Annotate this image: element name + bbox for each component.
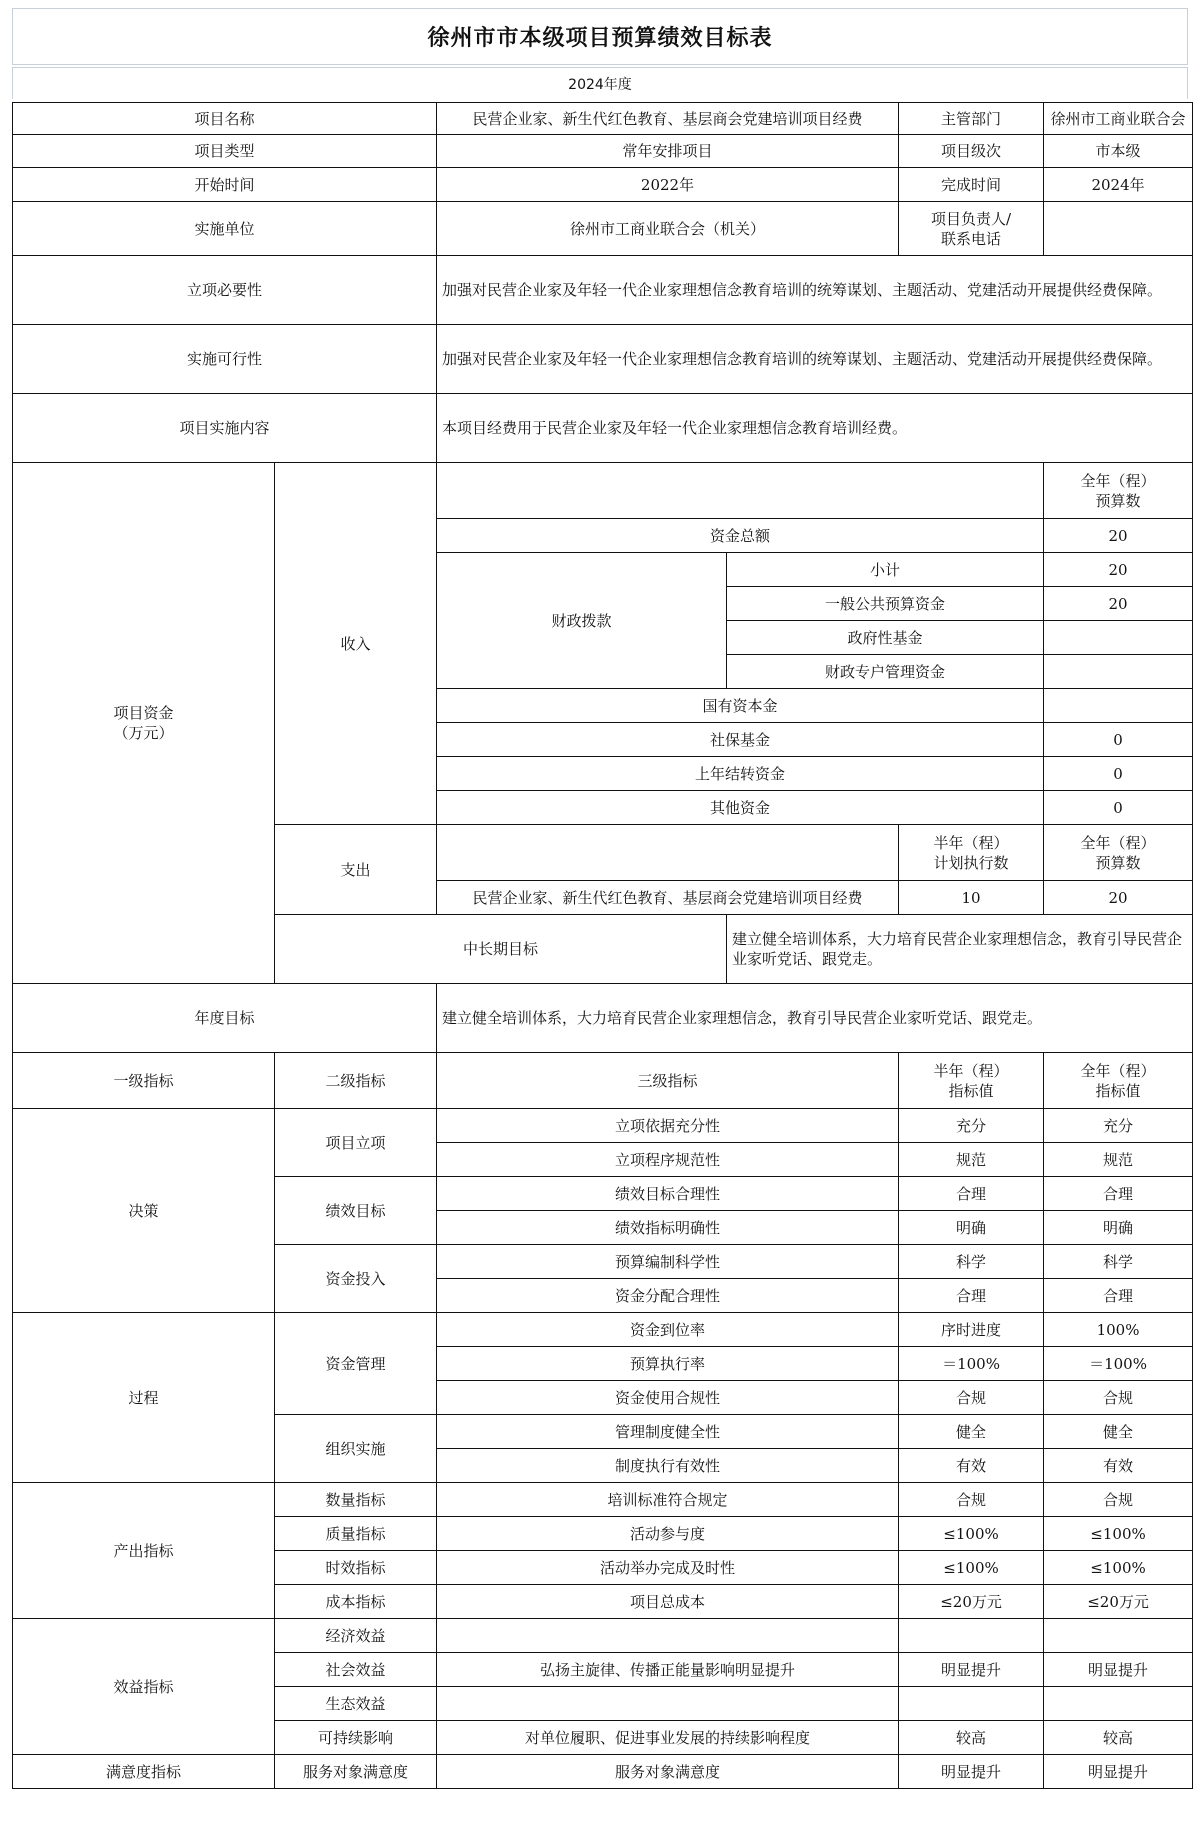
indicator-full: 合理: [1044, 1177, 1193, 1211]
unit-value: 徐州市工商业联合会（机关）: [437, 202, 899, 256]
indicator-half: 合规: [899, 1381, 1044, 1415]
project-type-value: 常年安排项目: [437, 135, 899, 168]
carryover-label: 上年结转资金: [437, 757, 1044, 791]
indicator-full: 健全: [1044, 1415, 1193, 1449]
indicator-half: 序时进度: [899, 1313, 1044, 1347]
indicator-half: [899, 1619, 1044, 1653]
annual-budget-line1: 全年（程）: [1080, 471, 1156, 490]
subgroup-org-impl: 组织实施: [275, 1415, 437, 1483]
indicator-name: [437, 1687, 899, 1721]
feasibility-value: 加强对民营企业家及年轻一代企业家理想信念教育培训的统筹谋划、主题活动、党建活动开展提供经费保障。: [437, 325, 1193, 394]
half-plan-header: [899, 825, 1044, 881]
gov-fund-value: [1044, 621, 1193, 655]
subgroup-approval: 项目立项: [275, 1109, 437, 1177]
indicator-row: [13, 1483, 1193, 1517]
unit-label: 实施单位: [13, 202, 437, 256]
indicator-full: ≤100%: [1044, 1551, 1193, 1585]
expense-half-value: 10: [899, 881, 1044, 915]
special-value: [1044, 655, 1193, 689]
time-row: [13, 168, 1193, 202]
project-name-label: 项目名称: [13, 103, 437, 135]
group-decision: 决策: [13, 1109, 275, 1313]
total-value: 20: [1044, 519, 1193, 553]
social-label: 社保基金: [437, 723, 1044, 757]
indicator-full: [1044, 1619, 1193, 1653]
indicator-half: ≤100%: [899, 1517, 1044, 1551]
expense-item-label: 民营企业家、新生代红色教育、基层商会党建培训项目经费: [437, 881, 899, 915]
indicator-half: 较高: [899, 1721, 1044, 1755]
indicator-half: 合理: [899, 1177, 1044, 1211]
page-title: 徐州市市本级项目预算绩效目标表: [12, 8, 1188, 65]
group-benefit: 效益指标: [13, 1619, 275, 1755]
other-label: 其他资金: [437, 791, 1044, 825]
indicator-full: 科学: [1044, 1245, 1193, 1279]
project-level-label: 项目级次: [899, 135, 1044, 168]
social-value: 0: [1044, 723, 1193, 757]
feasibility-row: [13, 325, 1193, 394]
expense-annual-header: [1044, 825, 1193, 881]
general-label: 一般公共预算资金: [727, 587, 1044, 621]
owner-label: [899, 202, 1044, 256]
subgroup-perf-goal: 绩效目标: [275, 1177, 437, 1245]
subgroup-sustainable: 可持续影响: [275, 1721, 437, 1755]
total-label: 资金总额: [437, 519, 1044, 553]
content-row: [13, 394, 1193, 463]
indicator-name: 绩效指标明确性: [437, 1211, 899, 1245]
subtotal-label: 小计: [727, 553, 1044, 587]
level2-header: 二级指标: [275, 1053, 437, 1109]
unit-row: [13, 202, 1193, 256]
indicator-name: 绩效目标合理性: [437, 1177, 899, 1211]
indicator-name: 预算执行率: [437, 1347, 899, 1381]
indicator-name: [437, 1619, 899, 1653]
indicator-row: [13, 1313, 1193, 1347]
indicator-name: 培训标准符合规定: [437, 1483, 899, 1517]
indicator-full: 较高: [1044, 1721, 1193, 1755]
indicator-half: 科学: [899, 1245, 1044, 1279]
subtotal-value: 20: [1044, 553, 1193, 587]
department-value: 徐州市工商业联合会: [1044, 103, 1193, 135]
indicator-name: 资金分配合理性: [437, 1279, 899, 1313]
end-time-value: 2024年: [1044, 168, 1193, 202]
indicator-full: ≤20万元: [1044, 1585, 1193, 1619]
owner-label-line1: 项目负责人/: [931, 209, 1012, 228]
indicator-half: [899, 1687, 1044, 1721]
indicator-half: 明确: [899, 1211, 1044, 1245]
content-label: 项目实施内容: [13, 394, 437, 463]
annual-goal-value: 建立健全培训体系，大力培育民营企业家理想信念，教育引导民营企业家听党话、跟党走。: [437, 984, 1193, 1053]
subgroup-economic: 经济效益: [275, 1619, 437, 1653]
annual-budget-line2: 预算数: [1095, 491, 1141, 510]
subgroup-quality: 质量指标: [275, 1517, 437, 1551]
expense-label: 支出: [275, 825, 437, 915]
full-value-line2: 指标值: [1095, 1081, 1141, 1100]
subgroup-service: 服务对象满意度: [275, 1755, 437, 1789]
group-satisfaction: 满意度指标: [13, 1755, 275, 1789]
subgroup-fund-mgmt: 资金管理: [275, 1313, 437, 1415]
indicator-half: ≤20万元: [899, 1585, 1044, 1619]
half-plan-line1: 半年（程）: [933, 833, 1009, 852]
indicator-half: 合理: [899, 1279, 1044, 1313]
indicator-full: 有效: [1044, 1449, 1193, 1483]
indicator-half: 有效: [899, 1449, 1044, 1483]
performance-target-table: [12, 102, 1193, 1789]
other-value: 0: [1044, 791, 1193, 825]
indicator-half: 规范: [899, 1143, 1044, 1177]
indicator-name: 项目总成本: [437, 1585, 899, 1619]
necessity-row: [13, 256, 1193, 325]
subgroup-quantity: 数量指标: [275, 1483, 437, 1517]
half-value-header: [899, 1053, 1044, 1109]
content-value: 本项目经费用于民营企业家及年轻一代企业家理想信念教育培训经费。: [437, 394, 1193, 463]
indicator-name: 活动举办完成及时性: [437, 1551, 899, 1585]
level1-header: 一级指标: [13, 1053, 275, 1109]
indicator-name: 对单位履职、促进事业发展的持续影响程度: [437, 1721, 899, 1755]
carryover-value: 0: [1044, 757, 1193, 791]
group-process: 过程: [13, 1313, 275, 1483]
project-name-row: [13, 103, 1193, 135]
indicator-full: 合规: [1044, 1381, 1193, 1415]
subgroup-social: 社会效益: [275, 1653, 437, 1687]
indicator-full: 明显提升: [1044, 1653, 1193, 1687]
indicator-half: 明显提升: [899, 1653, 1044, 1687]
expense-annual-line1: 全年（程）: [1080, 833, 1156, 852]
indicator-half: ≤100%: [899, 1551, 1044, 1585]
necessity-value: 加强对民营企业家及年轻一代企业家理想信念教育培训的统筹谋划、主题活动、党建活动开展提供经费保障。: [437, 256, 1193, 325]
start-time-value: 2022年: [437, 168, 899, 202]
indicator-name: 弘扬主旋律、传播正能量影响明显提升: [437, 1653, 899, 1687]
funds-label: [13, 463, 275, 984]
project-type-label: 项目类型: [13, 135, 437, 168]
indicator-name: 立项依据充分性: [437, 1109, 899, 1143]
indicator-name: 管理制度健全性: [437, 1415, 899, 1449]
indicator-half: 健全: [899, 1415, 1044, 1449]
indicator-name: 预算编制科学性: [437, 1245, 899, 1279]
funds-label-line2: （万元）: [113, 724, 174, 742]
project-type-row: [13, 135, 1193, 168]
general-value: 20: [1044, 587, 1193, 621]
annual-goal-label: 年度目标: [13, 984, 437, 1053]
indicator-full: 明显提升: [1044, 1755, 1193, 1789]
project-level-value: 市本级: [1044, 135, 1193, 168]
long-term-goal-value: 建立健全培训体系，大力培育民营企业家理想信念，教育引导民营企业家听党话、跟党走。: [727, 915, 1193, 984]
indicator-name: 立项程序规范性: [437, 1143, 899, 1177]
indicator-full: 合理: [1044, 1279, 1193, 1313]
expense-full-value: 20: [1044, 881, 1193, 915]
indicator-full: 合规: [1044, 1483, 1193, 1517]
indicator-full: ＝100%: [1044, 1347, 1193, 1381]
funds-header-row: [13, 463, 1193, 519]
feasibility-label: 实施可行性: [13, 325, 437, 394]
start-time-label: 开始时间: [13, 168, 437, 202]
special-label: 财政专户管理资金: [727, 655, 1044, 689]
state-capital-label: 国有资本金: [437, 689, 1044, 723]
fiscal-year: 2024年度: [12, 67, 1188, 99]
indicator-half: 合规: [899, 1483, 1044, 1517]
gov-fund-label: 政府性基金: [727, 621, 1044, 655]
indicator-row: [13, 1755, 1193, 1789]
indicator-name: 资金使用合规性: [437, 1381, 899, 1415]
end-time-label: 完成时间: [899, 168, 1044, 202]
indicator-row: [13, 1619, 1193, 1653]
indicator-name: 制度执行有效性: [437, 1449, 899, 1483]
half-value-line2: 指标值: [948, 1081, 994, 1100]
annual-budget-header: [1044, 463, 1193, 519]
project-name-value: 民营企业家、新生代红色教育、基层商会党建培训项目经费: [437, 103, 899, 135]
annual-goal-row: [13, 984, 1193, 1053]
income-label: 收入: [275, 463, 437, 825]
subgroup-fund-input: 资金投入: [275, 1245, 437, 1313]
expense-annual-line2: 预算数: [1095, 853, 1141, 872]
half-value-line1: 半年（程）: [933, 1061, 1009, 1080]
necessity-label: 立项必要性: [13, 256, 437, 325]
indicator-full: 规范: [1044, 1143, 1193, 1177]
indicator-full: [1044, 1687, 1193, 1721]
group-output: 产出指标: [13, 1483, 275, 1619]
indicator-full: 100%: [1044, 1313, 1193, 1347]
blank-cell: [437, 825, 899, 881]
fiscal-label: 财政拨款: [437, 553, 727, 689]
full-value-line1: 全年（程）: [1080, 1061, 1156, 1080]
indicator-row: [13, 1109, 1193, 1143]
department-label: 主管部门: [899, 103, 1044, 135]
full-value-header: [1044, 1053, 1193, 1109]
indicator-name: 资金到位率: [437, 1313, 899, 1347]
indicator-header-row: [13, 1053, 1193, 1109]
owner-label-line2: 联系电话: [941, 229, 1002, 248]
long-term-goal-label: 中长期目标: [275, 915, 727, 984]
blank-cell: [437, 463, 1044, 519]
subgroup-cost: 成本指标: [275, 1585, 437, 1619]
indicator-full: 充分: [1044, 1109, 1193, 1143]
owner-value: [1044, 202, 1193, 256]
indicator-name: 活动参与度: [437, 1517, 899, 1551]
level3-header: 三级指标: [437, 1053, 899, 1109]
state-capital-value: [1044, 689, 1193, 723]
half-plan-line2: 计划执行数: [933, 853, 1009, 872]
indicator-name: 服务对象满意度: [437, 1755, 899, 1789]
indicator-half: ＝100%: [899, 1347, 1044, 1381]
indicator-half: 充分: [899, 1109, 1044, 1143]
subgroup-timeliness: 时效指标: [275, 1551, 437, 1585]
funds-label-line1: 项目资金: [113, 704, 174, 722]
indicator-full: 明确: [1044, 1211, 1193, 1245]
indicator-full: ≤100%: [1044, 1517, 1193, 1551]
subgroup-ecological: 生态效益: [275, 1687, 437, 1721]
indicator-half: 明显提升: [899, 1755, 1044, 1789]
